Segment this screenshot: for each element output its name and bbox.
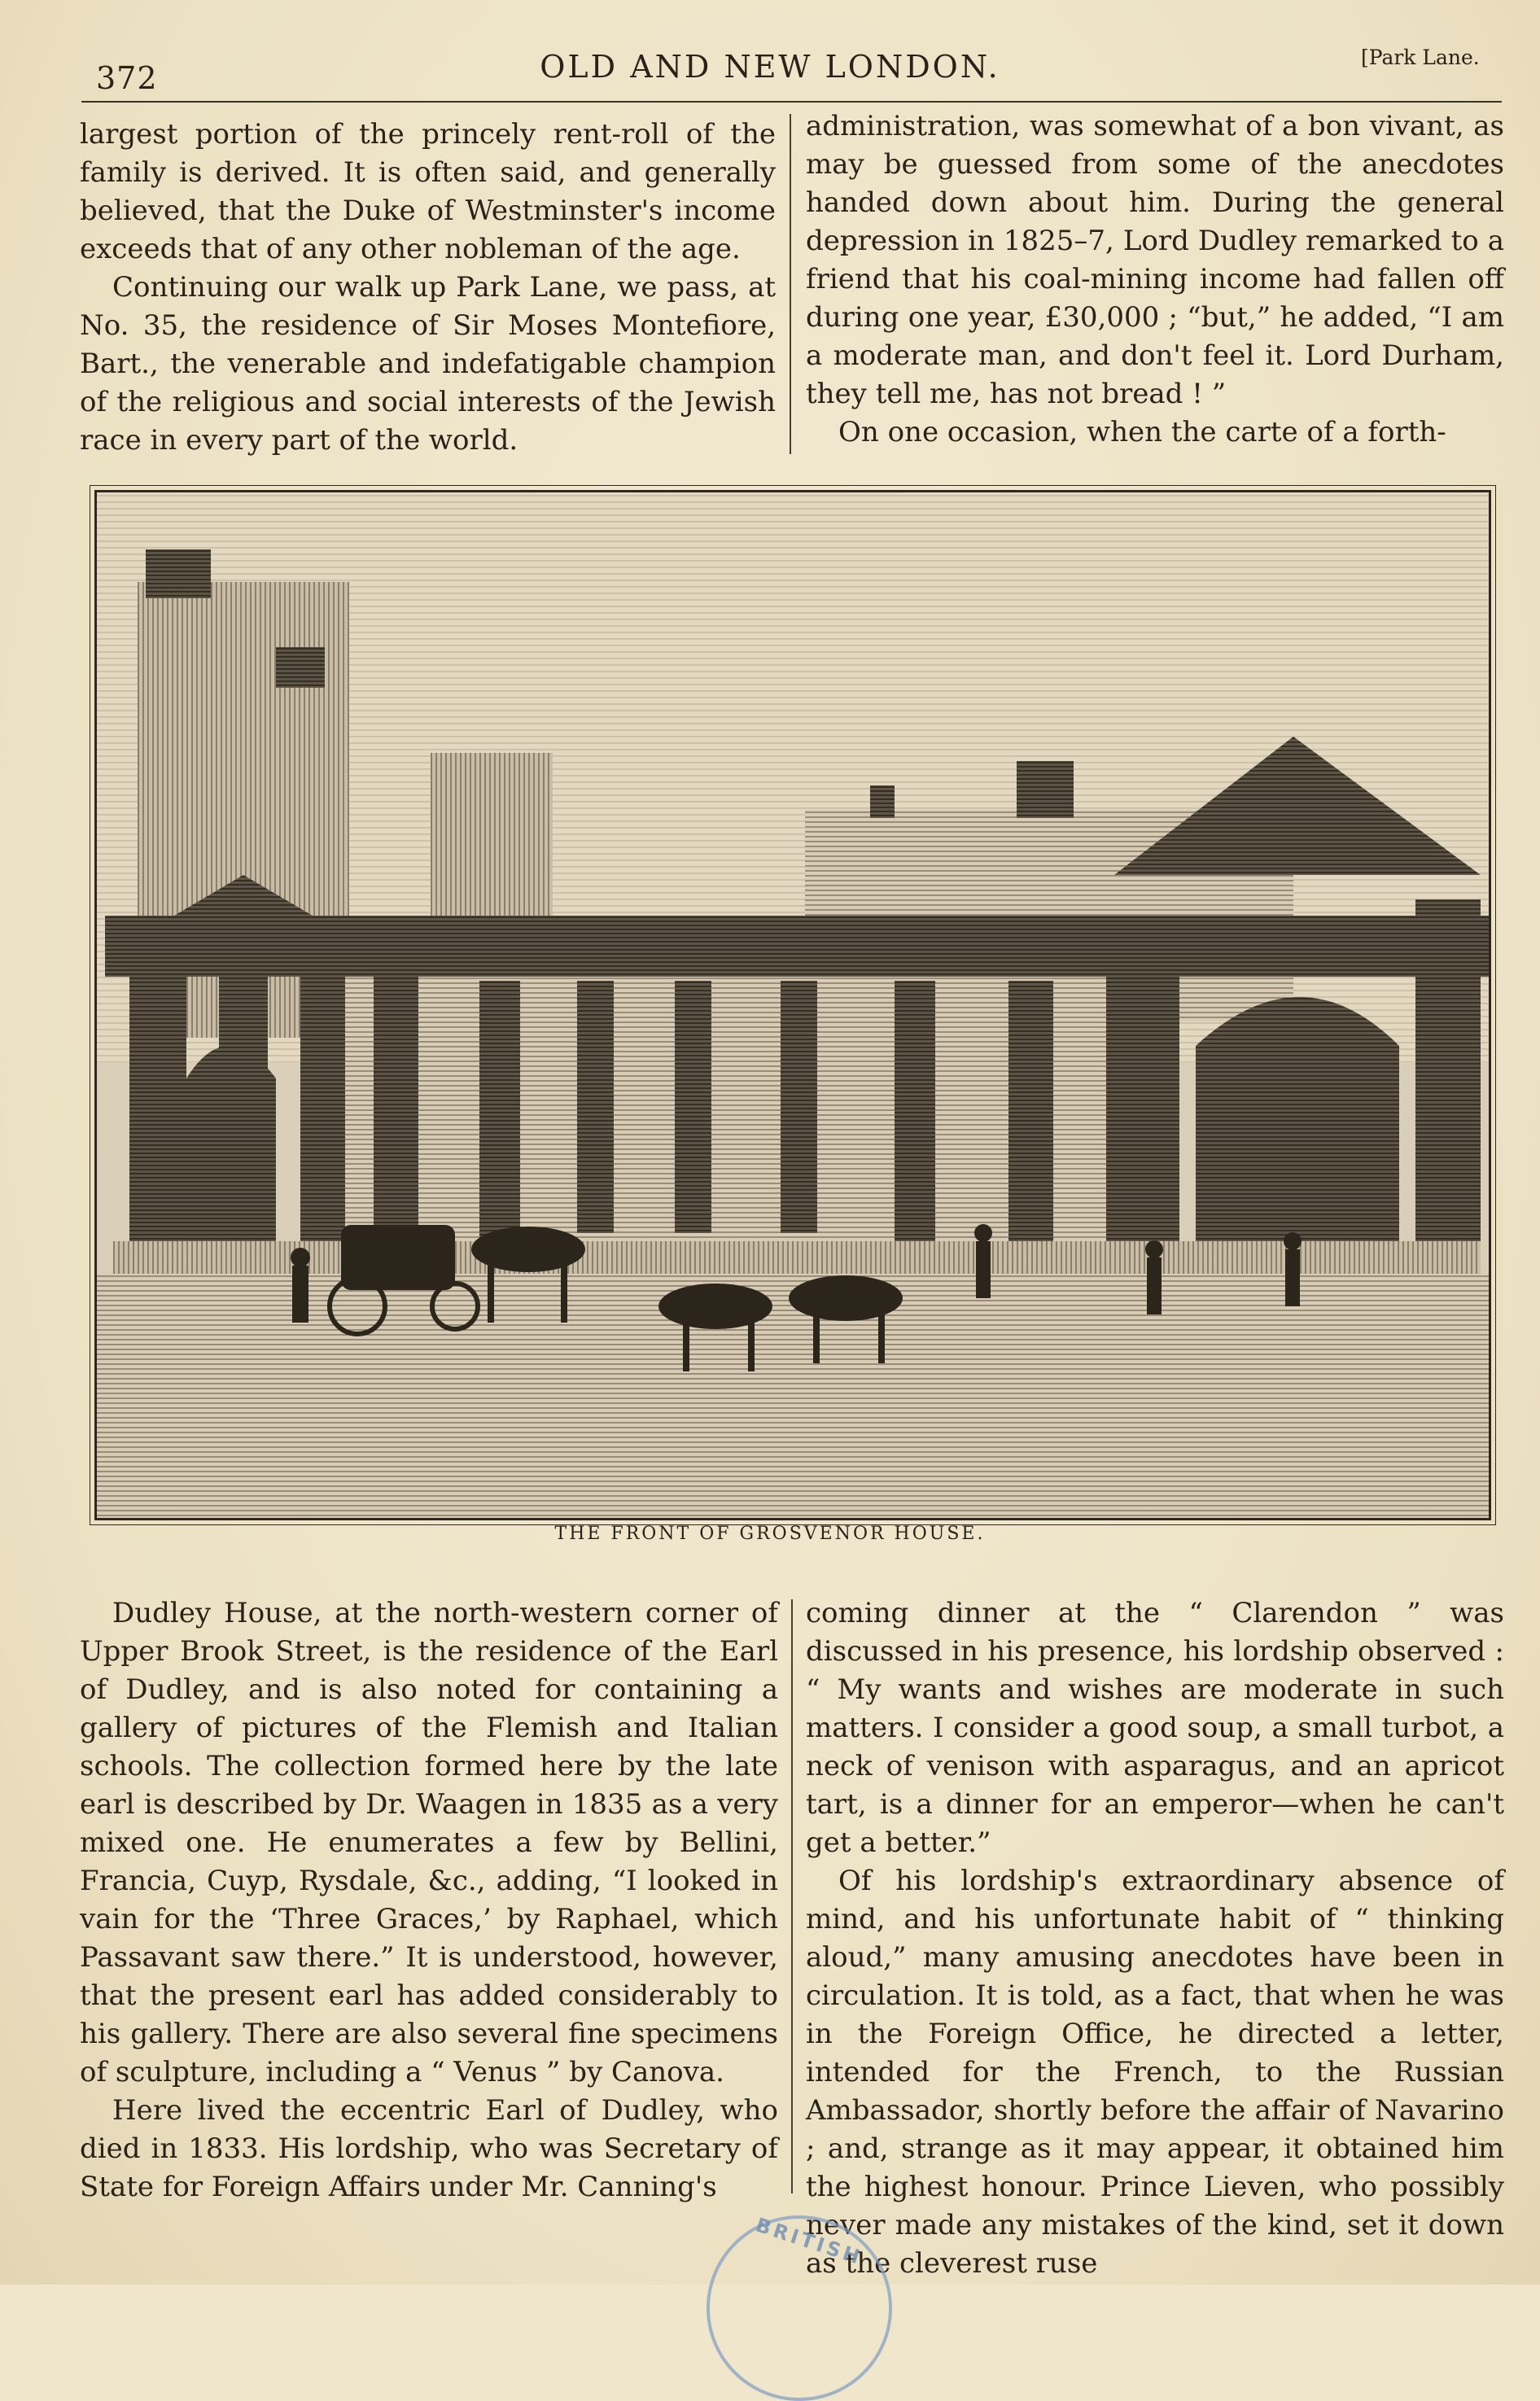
column-divider (791, 1599, 793, 2193)
engraving-illustration (94, 490, 1491, 1520)
column-divider (790, 114, 791, 454)
section-reference: [Park Lane. (1361, 46, 1480, 69)
running-title: OLD AND NEW LONDON. (540, 49, 1000, 85)
library-stamp (707, 2215, 894, 2338)
paragraph: On one occasion, when the carte of a forth- (838, 416, 1446, 448)
paragraph: Here lived the eccentric Earl of Dudley, who died in 1833. His lordship, who was Secretary of State for Foreign Affairs under Mr. Canning's (80, 2094, 778, 2203)
page-number: 372 (96, 60, 158, 96)
header-rule (81, 101, 1502, 103)
top-right-column (806, 107, 1504, 452)
top-left-column (80, 116, 776, 460)
paragraph: Dudley House, at the north-western corner of Upper Brook Street, is the residence of the Earl of Dudley, and is also noted for containing a gallery of pictures of the Flemish and Italian schools. The collection formed here by the late earl is described by Dr. Waagen in 1835 as a very mixed one. He enumerates a few by Bellini, Francia, Cuyp, Rysdale, &c., adding, “I looked in vain for the ‘Three Graces,’ by Raphael, which Passavant saw there.” It is understood, however, that the present earl has added considerably to his gallery. There are also several fine specimens of sculpture, including a “ Venus ” by Canova. (80, 1597, 778, 2088)
paragraph: largest portion of the princely rent-roll of the family is derived. It is often said, and generally believed, that the Duke of Westminster's income exceeds that of any other nobleman of the age. (80, 118, 776, 265)
figure-caption: THE FRONT OF GROSVENOR HOUSE. (554, 1524, 986, 1544)
paragraph: coming dinner at the “ Clarendon ” was discussed in his presence, his lordship observed : “ My wants and wishes are moderate in such matters. I consider a good soup, a small turbot, a neck of venison with asparagus, and an apricot tart, is a dinner for an emperor—when he can't get a better.” (806, 1597, 1504, 1859)
paragraph: administration, was somewhat of a bon vivant, as may be guessed from some of the anecdotes handed down about him. During the general depression in 1825–7, Lord Dudley remarked to a friend that his coal-mining income had fallen off during one year, £30,000 ; “but,” he added, “I am a moderate man, and don't feel it. Lord Durham, they tell me, has not bread ! ” (806, 110, 1504, 410)
bottom-left-column (80, 1594, 778, 2206)
paragraph: Of his lordship's extraordinary absence of mind, and his unfortunate habit of “ thinking aloud,” many amusing anecdotes have been in circulation. It is told, as a fact, that when he was in the Foreign Office, he directed a letter, intended for the French, to the Russian Ambassador, shortly before the affair of Navarino ; and, strange as it may appear, it obtained him the highest honour. Prince Lieven, who possibly never made any mistakes of the kind, set it down as the cleverest ruse (806, 1865, 1504, 2280)
bottom-right-column (806, 1594, 1504, 2283)
stamp-text: BRITISH (753, 2213, 866, 2270)
paragraph: Continuing our walk up Park Lane, we pass, at No. 35, the residence of Sir Moses Montefiore, Bart., the venerable and indefatigable champion of the religious and social interests of the Jewish race in every part of the world. (80, 271, 776, 457)
